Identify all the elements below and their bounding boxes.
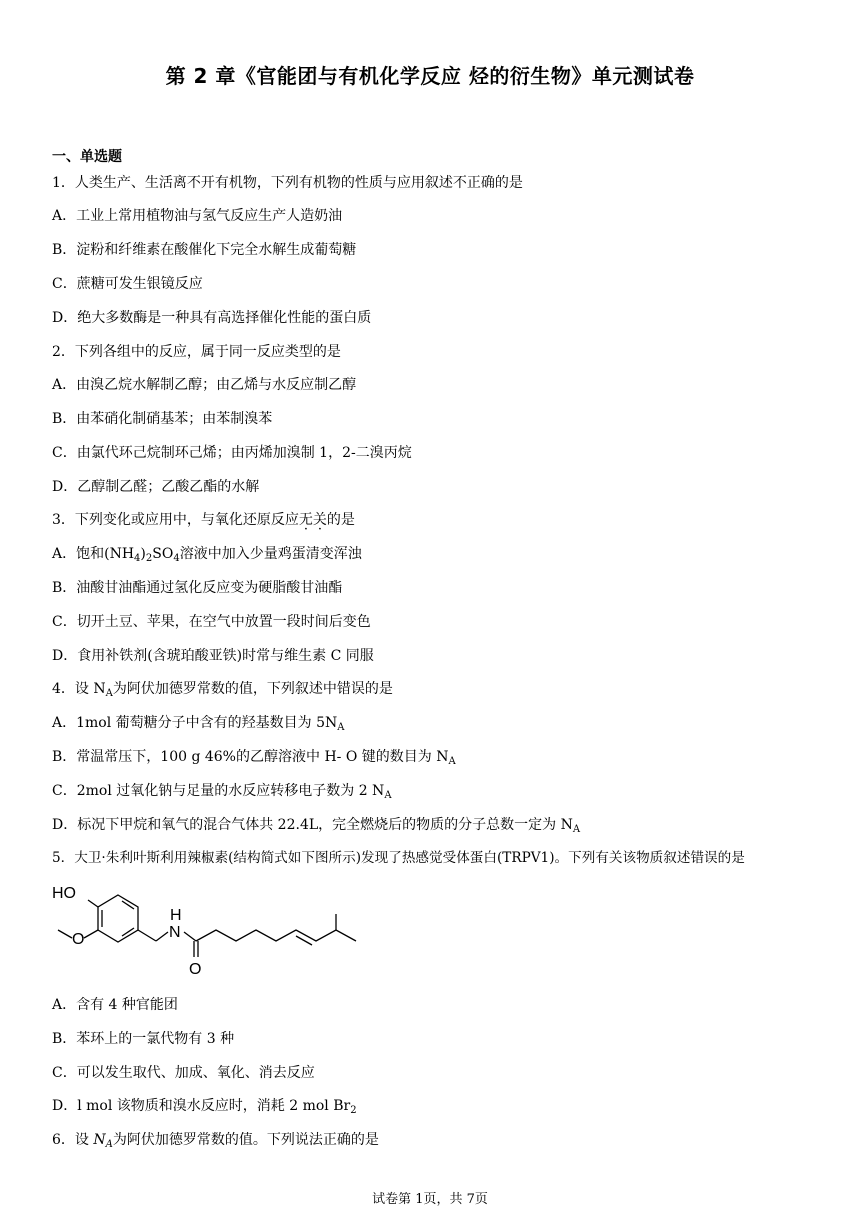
q4-option-d: D．标况下甲烷和氧气的混合气体共 22.4L，完全燃烧后的物质的分子总数一定为 $N_A$ [52,817,581,835]
q5-option-a: A．含有 4 种官能团 [52,997,178,1013]
section-heading: 一、单选题 [52,149,122,165]
q3-option-a: A．饱和$(NH_4)_2SO_4$溶液中加入少量鸡蛋清变浑浊 [52,546,362,564]
emphasis-char: 关 [312,512,327,528]
q3-option-d: D．食用补铁剂(含琥珀酸亚铁)时常与维生素 C 同服 [52,648,374,664]
amide-h-label: H [170,907,182,924]
q2-option-d: D．乙醇制乙醛；乙酸乙酯的水解 [52,479,260,495]
q6-stem: 6．设 $N_A$为阿伏加德罗常数的值。下列说法正确的是 [52,1132,379,1150]
q3-stem: 3．下列变化或应用中，与氧化还原反应无关的是 [52,512,355,528]
q3-option-b: B．油酸甘油酯通过氢化反应变为硬脂酸甘油酯 [52,580,343,596]
q3-option-c: C．切开土豆、苹果，在空气中放置一段时间后变色 [52,614,371,630]
q1-option-d: D．绝大多数酶是一种具有高选择催化性能的蛋白质 [52,310,372,326]
methoxy-o-label: O [72,931,85,948]
q5-stem: 5．大卫·朱利叶斯利用辣椒素(结构简式如下图所示)发现了热感觉受体蛋白(TRPV1)。下列有关该物质叙述错误的是 [52,850,745,866]
hydroxyl-label: HO [52,885,76,902]
q2-option-c: C．由氯代环己烷制环己烯；由丙烯加溴制 1，2-二溴丙烷 [52,445,412,461]
q1-option-b: B．淀粉和纤维素在酸催化下完全水解生成葡萄糖 [52,242,357,258]
q1-option-a: A．工业上常用植物油与氢气反应生产人造奶油 [52,208,343,224]
emphasis-char: 无 [298,512,313,528]
q5-option-d: D．l mol 该物质和溴水反应时，消耗 2 mol $Br_2$ [52,1098,357,1116]
q4-option-c: C．2mol 过氧化钠与足量的水反应转移电子数为 2 $N_A$ [52,783,392,801]
q4-option-a: A．1mol 葡萄糖分子中含有的羟基数目为 $5N_A$ [52,715,345,733]
q2-option-a: A．由溴乙烷水解制乙醇；由乙烯与水反应制乙醇 [52,377,357,393]
capsaicin-structure [50,880,370,980]
q4-option-b: B．常温常压下，100 g 46%的乙醇溶液中 H- O 键的数目为 $N_A$ [52,749,456,767]
q5-option-b: B．苯环上的一氯代物有 3 种 [52,1031,235,1047]
q4-stem: 4．设 $N_A$为阿伏加德罗常数的值，下列叙述中错误的是 [52,681,393,699]
page-footer: 试卷第 1页，共 7页 [372,1192,488,1207]
page-title: 第 2 章《官能团与有机化学反应 烃的衍生物》单元测试卷 [165,64,695,88]
q2-option-b: B．由苯硝化制硝基苯；由苯制溴苯 [52,411,273,427]
q1-stem: 1．人类生产、生活离不开有机物，下列有机物的性质与应用叙述不正确的是 [52,175,523,191]
q2-stem: 2．下列各组中的反应，属于同一反应类型的是 [52,344,341,360]
q5-option-c: C．可以发生取代、加成、氧化、消去反应 [52,1065,315,1081]
amide-n-label: N [169,924,181,941]
q1-option-c: C．蔗糖可发生银镜反应 [52,276,203,292]
carbonyl-o-label: O [189,961,202,978]
